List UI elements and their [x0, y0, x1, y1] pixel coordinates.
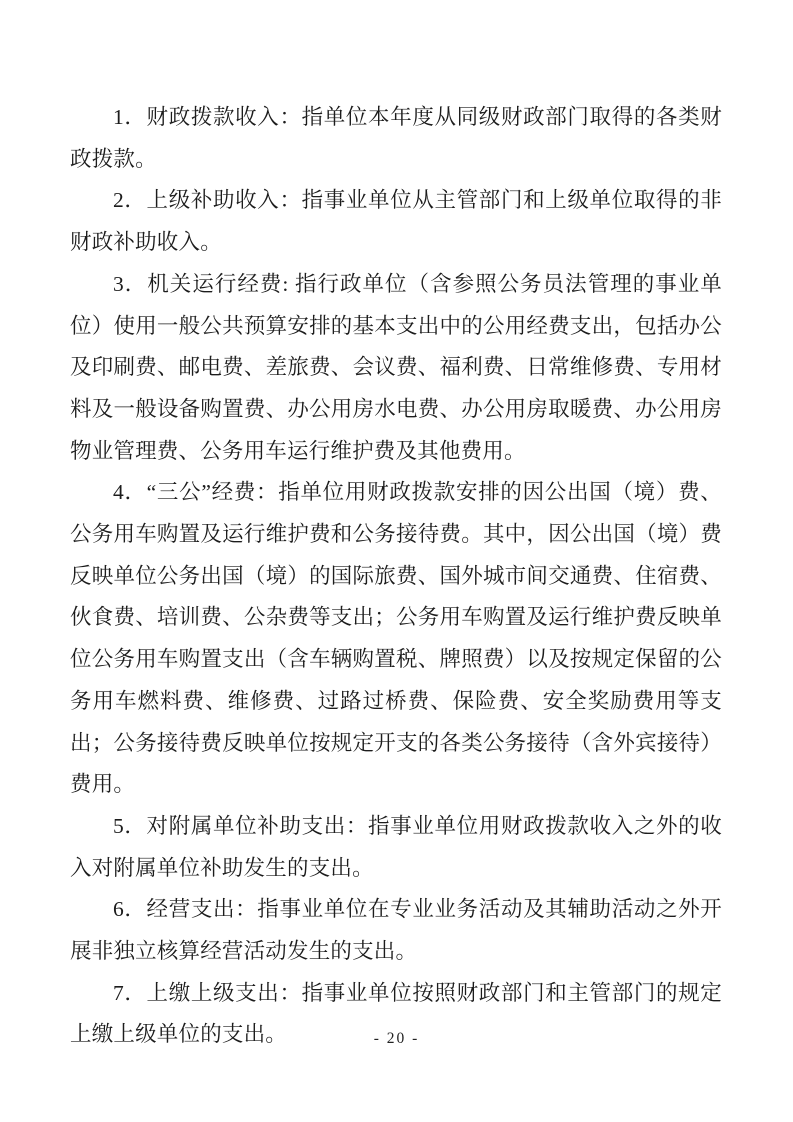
- paragraph-fiscal-appropriation-income: 1．财政拨款收入：指单位本年度从同级财政部门取得的各类财政拨款。: [70, 105, 722, 171]
- paragraph-agency-operation-expense: 3．机关运行经费: 指行政单位（含参照公务员法管理的事业单位）使用一般公共预算安排的基本支出中的公用经费支出，包括办公及印刷费、邮电费、差旅费、会议费、福利费、日常维修费、专用材料及一般设备购置费、办公用房水电费、办公用房取暖费、办公用房物业管理费、公务用车运行维护费及其他费用。: [70, 271, 722, 463]
- page-footer: [0, 1028, 793, 1050]
- paragraph-payment-to-superior-unit: 7．上缴上级支出：指事业单位按照财政部门和主管部门的规定上缴上级单位的支出。: [70, 980, 722, 1047]
- paragraph-three-public-funds: 4．“三公”经费：指单位用财政拨款安排的因公出国（境）费、公务用车购置及运行维护费和公务接待费。其中，因公出国（境）费反映单位公务出国（境）的国际旅费、国外城市间交通费、住宿费、伙食费、培训费、公杂费等支出；公务用车购置及运行维护费反映单位公务用车购置支出（含车辆购置税、牌照费）以及按规定保留的公务用车燃料费、维修费、过路过桥费、保险费、安全奖励费用等支出；公务接待费反映单位按规定开支的各类公务接待（含外宾接待）费用。: [70, 480, 722, 797]
- paragraph-operating-expenditure: 6．经营支出：指事业单位在专业业务活动及其辅助活动之外开展非独立核算经营活动发生的支出。: [70, 897, 722, 964]
- page-number: - 20 -: [373, 1030, 420, 1047]
- document-body: [70, 97, 722, 1056]
- paragraph-superior-subsidy-income: 2．上级补助收入：指事业单位从主管部门和上级单位取得的非财政补助收入。: [70, 188, 722, 255]
- paragraph-subsidy-to-affiliated-units: 5．对附属单位补助支出：指事业单位用财政拨款收入之外的收入对附属单位补助发生的支出。: [70, 813, 722, 880]
